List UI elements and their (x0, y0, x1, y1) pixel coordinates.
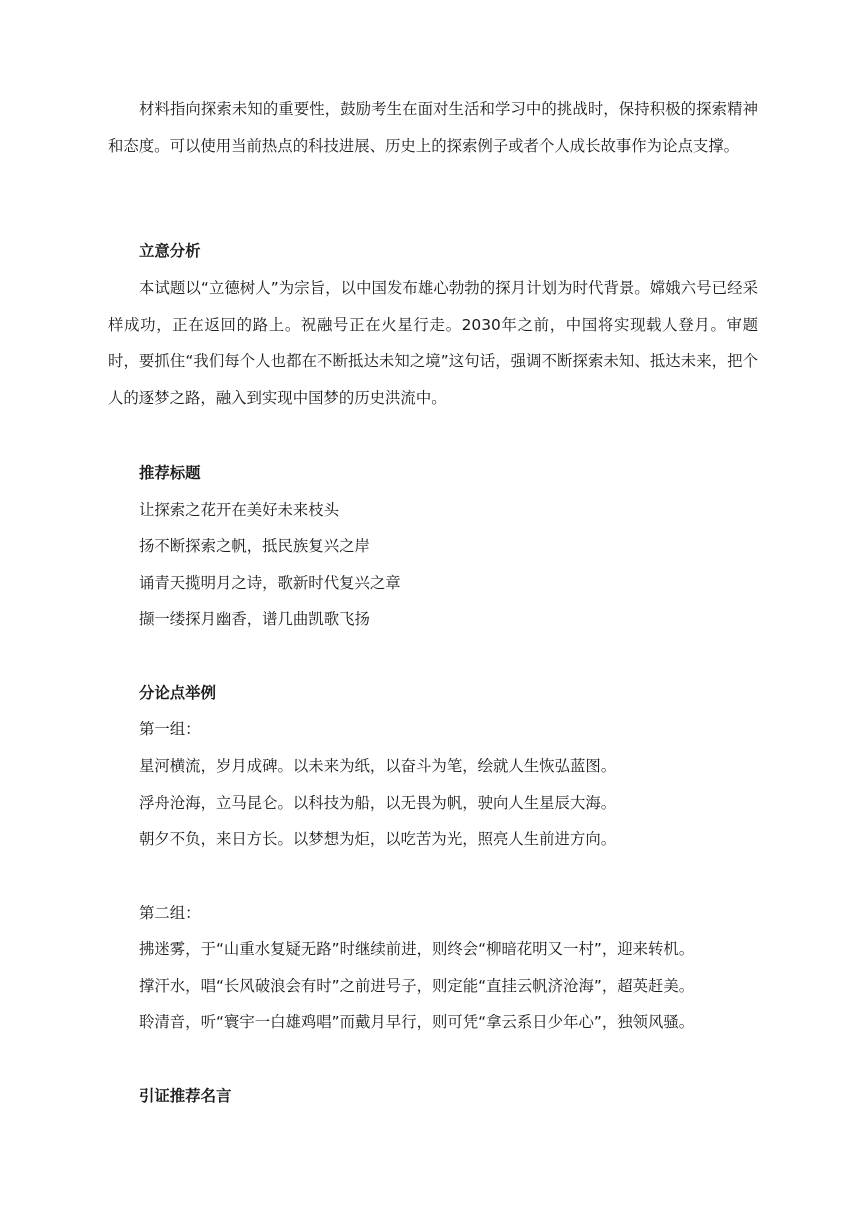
recommended-title-item: 让探索之花开在美好未来枝头 (139, 501, 340, 519)
argument-item: 星河横流，岁月成碑。以未来为纸，以奋斗为笔，绘就人生恢弘蓝图。 (139, 757, 617, 775)
theme-analysis-body: 本试题以“立德树人”为宗旨，以中国发布雄心勃勃的探月计划为时代背景。嫦娥六号已经采样成功，正在返回的路上。祝融号正在火星行走。2030年之前，中国将实现载人登月。审题时，要抓住“我们每个人也都在不断抵达未知之境”这句话，强调不断探索未知、抵达未来，把个人的逐梦之路，融入到实现中国梦的历史洪流中。 (108, 279, 758, 407)
argument-item: 撑汗水，唱“长风破浪会有时”之前进号子，则定能“直挂云帆济沧海”，超英赶美。 (139, 977, 695, 995)
argument-item: 拂迷雾，于“山重水复疑无路”时继续前进，则终会“柳暗花明又一村”，迎来转机。 (139, 940, 695, 958)
recommended-titles-heading: 推荐标题 (139, 464, 201, 482)
quotes-heading: 引证推荐名言 (139, 1087, 232, 1105)
group-label: 第一组： (139, 720, 201, 738)
argument-item: 朝夕不负，来日方长。以梦想为炬，以吃苦为光，照亮人生前进方向。 (139, 830, 617, 848)
argument-item: 浮舟沧海，立马昆仑。以科技为船，以无畏为帆，驶向人生星辰大海。 (139, 794, 617, 812)
sub-arguments-heading: 分论点举例 (139, 684, 216, 702)
group-label: 第二组： (139, 904, 201, 922)
recommended-title-item: 扬不断探索之帆，抵民族复兴之岸 (139, 537, 370, 555)
recommended-title-item: 诵青天揽明月之诗，歌新时代复兴之章 (139, 574, 401, 592)
recommended-title-item: 撷一缕探月幽香，谱几曲凯歌飞扬 (139, 610, 370, 628)
intro-paragraph: 材料指向探索未知的重要性，鼓励考生在面对生活和学习中的挑战时，保持积极的探索精神和态度。可以使用当前热点的科技进展、历史上的探索例子或者个人成长故事作为论点支撑。 (108, 100, 758, 155)
argument-item: 聆清音，听“寰宇一白雄鸡唱”而戴月早行，则可凭“拿云系日少年心”，独领风骚。 (139, 1013, 695, 1031)
theme-analysis-heading: 立意分析 (139, 242, 201, 260)
